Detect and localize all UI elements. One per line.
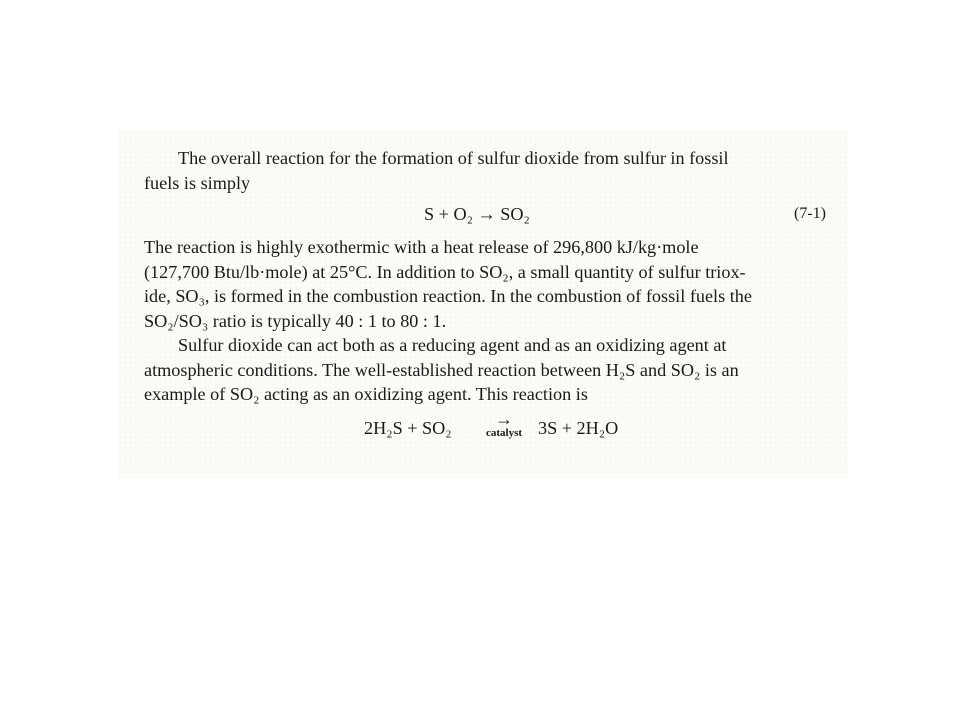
reaction-arrow xyxy=(482,408,526,439)
paragraph-2-line-4: SO₂/SO₃ ratio is typically 40 : 1 to 80 : 1. xyxy=(144,310,447,331)
paragraph-2-line-3: ide, SO₃, is formed in the combustion reaction. In the combustion of fossil fuels the xyxy=(144,286,752,306)
arrow-label: catalyst xyxy=(485,426,523,439)
paragraph-3-line-3: example of SO₂ acting as an oxidizing agent. This reaction is xyxy=(144,384,588,404)
paragraph-1-line-1: The overall reaction for the formation of sulfur dioxide from sulfur in fossil xyxy=(178,148,729,168)
equation-lhs: 2H₂S + SO₂ xyxy=(364,417,452,438)
equation-7-1 xyxy=(144,195,834,235)
document-text xyxy=(144,146,834,447)
arrow-icon: → xyxy=(495,408,513,429)
equation-claus-reaction xyxy=(144,407,834,447)
equation-7-1-body: S + O₂ → SO₂ xyxy=(424,204,530,224)
equation-number: (7-1) xyxy=(794,205,826,222)
paragraph-3-line-2: atmospheric conditions. The well-established reaction between H₂S and SO₂ is an xyxy=(144,359,739,380)
equation-rhs: 3S + 2H₂O xyxy=(538,417,619,438)
paragraph-2-line-2: (127,700 Btu/lb·mole) at 25°C. In addition to SO₂, a small quantity of sulfur triox- xyxy=(144,261,746,282)
paragraph-3-line-1: Sulfur dioxide can act both as a reducing agent and as an oxidizing agent at xyxy=(178,335,727,355)
paragraph-1-line-2: fuels is simply xyxy=(144,172,251,193)
paragraph-2-line-1: The reaction is highly exothermic with a heat release of 296,800 kJ/kg·mole xyxy=(144,237,699,257)
